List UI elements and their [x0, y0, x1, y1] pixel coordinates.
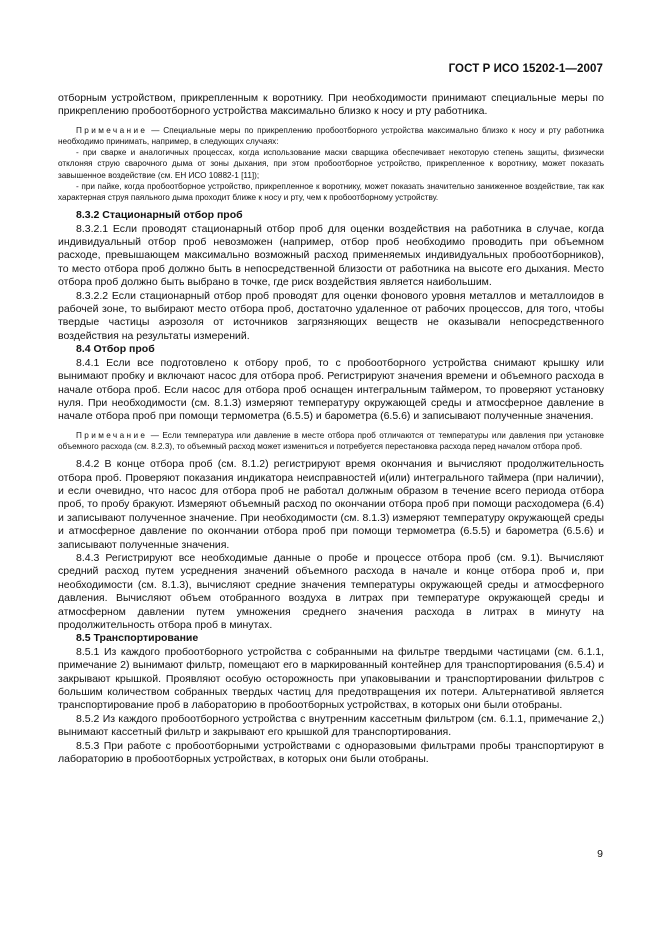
body-paragraph: 8.3.2.2 Если стационарный отбор проб проводят для оценки фонового уровня металлов и металлоидов в рабочей зоне, то выбирают место отбора проб, достаточно удаленное от рабочих процессов, для того, чтобы твердые частицы аэрозоля от источников загрязняющих веществ не оказывали непосредственного воздействия на результаты измерений. [58, 289, 604, 342]
section-heading: 8.4 Отбор проб [76, 343, 155, 356]
body-paragraph: 8.5.1 Из каждого пробоотборного устройства с собранными на фильтре твердыми частицами (см. 6.1.1, примечание 2) вынимают фильтр, помещают его в маркированный контейнер для транспортирования (6.5.4) и закрывают крышкой. Проявляют особую осторожность при упаковывании и транспортировании фильтров с большим количеством собранных твердых частиц для предотвращения их потери. Альтернативой является транспортирование проб в лабораторию в пробоотборных устройствах, в которых они были отобраны. [58, 645, 604, 712]
body-paragraph: 8.4.2 В конце отбора проб (см. 8.1.2) регистрируют время окончания и вычисляют продолжительность отбора проб. Проверяют показания индикатора неисправностей и(или) интегрального таймера (при наличии), и если очевидно, что насос для отбора проб не работал должным образом в течение всего периода отбора проб, то пробу бракуют. Измеряют объемный расход по окончании отбора проб при помощи расходомера (6.4) и записывают полученное значение. При необходимости (см. 8.1.3) измеряют температуру окружающей среды и атмосферное давление по окончании отбора проб при помощи термометра (6.5.5) и барометра (6.5.6) и записывают полученные значения. [58, 458, 604, 551]
body-paragraph: 8.3.2.1 Если проводят стационарный отбор проб для оценки воздействия на работника в случае, когда индивидуальный отбор проб невозможен (например, отбор проб необходимо проводить при объемном расходе, превышающем максимально возможный расход применяемых индивидуальных пробоотборников), то место отбора проб должно быть в непосредственной близости от работника на высоте его дыхания. Место отбора проб должно быть выбрано в точке, где риск воздействия является наибольшим. [58, 222, 604, 289]
section-heading: 8.3.2 Стационарный отбор проб [76, 209, 243, 222]
note-paragraph [58, 430, 604, 452]
section-heading: 8.5 Транспортирование [76, 632, 199, 645]
note-label: Примечание [76, 125, 148, 135]
body-paragraph: 8.4.3 Регистрируют все необходимые данные о пробе и процессе отбора проб (см. 9.1). Вычисляют средний расход путем усреднения значений объемного расхода в начале и конце отбора проб и, при необходимости (см. 8.1.3), вычисляют средние значения температуры окружающей среды и атмосферного давления. Вычисляют объем отобранного воздуха в литрах при температуре окружающей среды и атмосферном давлении путем умножения среднего значения расхода в литрах в минуту на продолжительность отбора проб в минутах. [58, 551, 604, 632]
note-paragraph [58, 147, 604, 181]
body-paragraph: 8.4.1 Если все подготовлено к отбору проб, то с пробоотборного устройства снимают крышку или вынимают пробку и включают насос для отбора проб. Регистрируют значения времени и объемного расхода в начале отбора проб. Если насос для отбора проб оснащен интегральным таймером, то проверяют установку нуля. При необходимости (см. 8.1.3) измеряют температуру окружающей среды и атмосферное давление в начале отбора проб при помощи термометра (6.5.5) и барометра (6.5.6) и записывают полученные значения. [58, 356, 604, 423]
document-header: ГОСТ Р ИСО 15202-1—2007 [448, 63, 603, 75]
note-paragraph [58, 125, 604, 147]
note-text: — Специальные меры по прикреплению пробоотборного устройства максимально близко к носу и рту работника необходимо принимать, например, в следующих случаях: [58, 125, 604, 147]
note-text: - при сварке и аналогичных процессах, когда использование маски сварщика обеспечивает некоторую степень защиты, физически отклоняя струю сварочного дыма от зоны дыхания, при этом пробоотборное устройство, прикрепленное к воротнику, может показать завышенное воздействие (см. ЕН ИСО 10882-1 [11]); [58, 148, 604, 180]
body-paragraph: отборным устройством, прикрепленным к воротнику. При необходимости принимают специальные меры по прикреплению пробоотборного устройства максимально близко к носу и рту работника. [58, 92, 604, 118]
note-paragraph [58, 181, 604, 203]
page-number: 9 [597, 848, 603, 860]
body-paragraph: 8.5.3 При работе с пробоотборными устройствами с одноразовыми фильтрами пробы транспортируют в лабораторию в пробоотборных устройствах, в которых они были отобраны. [58, 739, 604, 766]
note-text: — Если температура или давление в месте отбора проб отличаются от температуры или давления при установке объемного расхода (см. 8.2.3), то объемный расход может измениться и потребуется перестановка расхода перед началом отбора проб. [58, 430, 604, 451]
body-paragraph: 8.5.2 Из каждого пробоотборного устройства с внутренним кассетным фильтром (см. 6.1.1, примечание 2,) вынимают кассетный фильтр и закрывают его крышкой для транспортирования. [58, 712, 604, 739]
document-body [58, 92, 604, 766]
note-label: Примечание [76, 430, 148, 440]
note-text: - при пайке, когда пробоотборное устройство, прикрепленное к воротнику, может показать значительно заниженное воздействие, так как характерная струя паяльного дыма проходит ближе к носу и рту, чем к пробоотборному устройству. [58, 181, 604, 203]
